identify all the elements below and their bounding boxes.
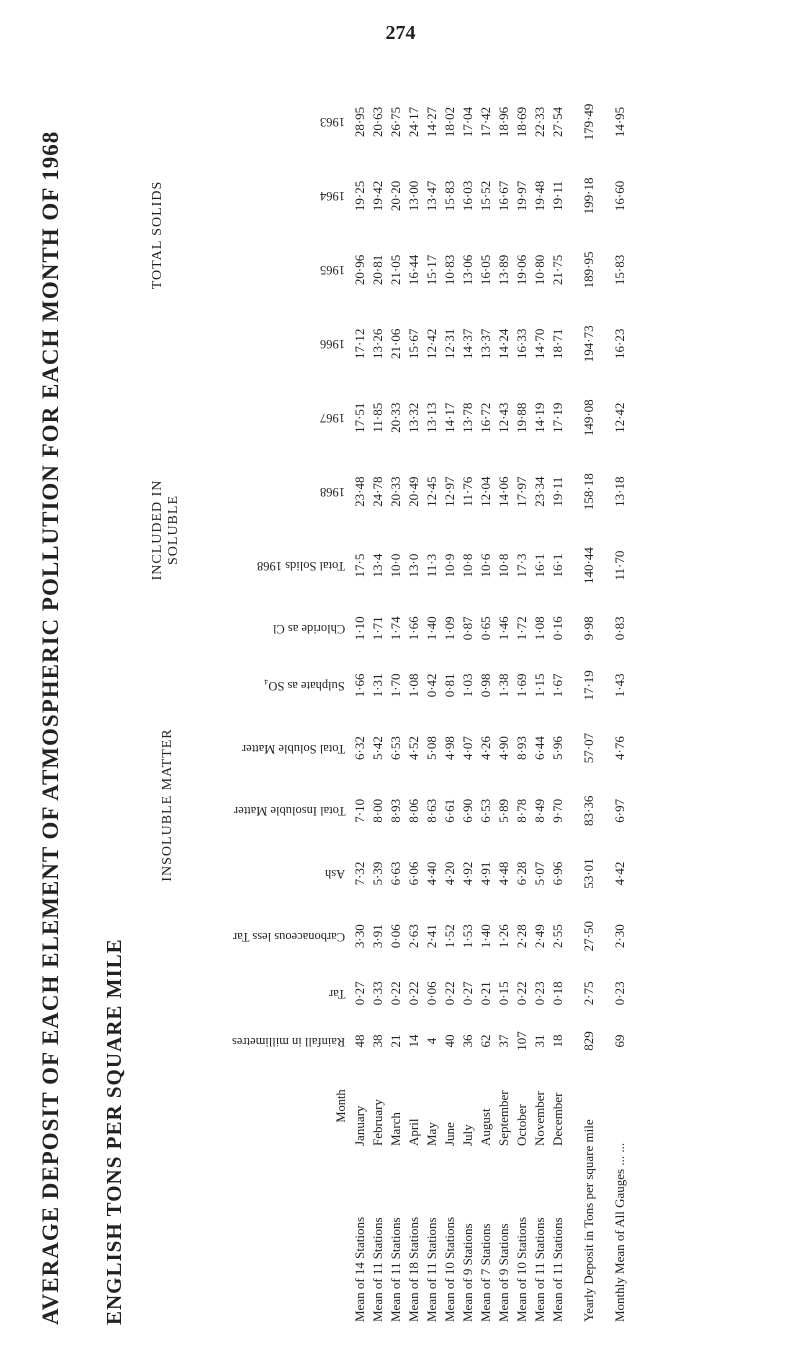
summary-cell-chl: 9·98 bbox=[581, 616, 597, 641]
summary-cell-y1964: 199·18 bbox=[581, 177, 597, 215]
month-cell: April bbox=[406, 1118, 422, 1146]
value-cell-ts: 5·42 bbox=[370, 736, 386, 760]
value-cell-chl: 0·16 bbox=[550, 616, 566, 641]
value-cell-t1968: 10·6 bbox=[478, 553, 494, 578]
value-cell-y1967: 11·85 bbox=[370, 402, 386, 433]
summary-cell-y1966: 16·23 bbox=[612, 328, 628, 359]
value-cell-y1965: 21·05 bbox=[388, 254, 404, 286]
value-cell-y1967: 14·19 bbox=[532, 402, 548, 433]
header-chloride: Chloride as Cl bbox=[272, 621, 346, 636]
value-cell-chl: 1·72 bbox=[514, 616, 530, 641]
value-cell-ti: 8·63 bbox=[424, 798, 440, 823]
value-cell-y1968: 20·49 bbox=[406, 476, 422, 507]
summary-cell-sulph: 1·43 bbox=[612, 673, 628, 698]
summary-cell-y1963: 14·95 bbox=[612, 106, 628, 138]
month-cell: May bbox=[424, 1122, 440, 1146]
value-cell-y1967: 13·78 bbox=[460, 402, 476, 433]
value-cell-rainfall: 14 bbox=[406, 1034, 422, 1048]
stations-cell: Mean of 11 Stations bbox=[424, 1217, 440, 1322]
summary-cell-rainfall: 69 bbox=[612, 1034, 628, 1048]
table-row bbox=[549, 85, 567, 1325]
month-cell: June bbox=[442, 1122, 458, 1146]
value-cell-chl: 1·46 bbox=[496, 616, 512, 641]
value-cell-ash: 6·96 bbox=[550, 861, 566, 886]
table-row bbox=[513, 85, 531, 1325]
deposit-table bbox=[230, 85, 629, 1325]
value-cell-y1966: 14·24 bbox=[496, 328, 512, 359]
value-cell-y1965: 16·44 bbox=[406, 254, 422, 286]
summary-row bbox=[598, 85, 629, 1325]
value-cell-rainfall: 62 bbox=[478, 1034, 494, 1048]
value-cell-y1963: 18·02 bbox=[442, 106, 458, 138]
value-cell-ts: 6·53 bbox=[388, 736, 404, 760]
value-cell-y1965: 19·06 bbox=[514, 254, 530, 286]
stations-cell: Mean of 10 Stations bbox=[442, 1216, 458, 1322]
value-cell-y1963: 14·27 bbox=[424, 106, 440, 138]
header-1963: 1963 bbox=[320, 115, 346, 130]
value-cell-ts: 4·26 bbox=[478, 736, 494, 760]
value-cell-ash: 5·39 bbox=[370, 861, 386, 886]
value-cell-y1968: 12·97 bbox=[442, 476, 458, 507]
value-cell-ts: 5·96 bbox=[550, 736, 566, 760]
stations-cell: Mean of 9 Stations bbox=[496, 1223, 512, 1322]
value-cell-ti: 8·06 bbox=[406, 798, 422, 823]
value-cell-ash: 4·92 bbox=[460, 861, 476, 886]
value-cell-y1968: 20·33 bbox=[388, 476, 404, 507]
value-cell-sulph: 1·67 bbox=[550, 673, 566, 698]
value-cell-y1964: 19·42 bbox=[370, 180, 386, 212]
value-cell-y1966: 15·67 bbox=[406, 328, 422, 359]
value-cell-y1965: 10·83 bbox=[442, 254, 458, 286]
header-1965: 1965 bbox=[320, 263, 346, 278]
value-cell-y1966: 13·26 bbox=[370, 328, 386, 359]
summary-cell-y1967: 12·42 bbox=[612, 402, 628, 433]
value-cell-carb: 2·55 bbox=[550, 924, 566, 949]
value-cell-y1964: 15·83 bbox=[442, 180, 458, 212]
value-cell-ti: 6·53 bbox=[478, 798, 494, 823]
header-carbonaceous: Carbonaceous less Tar bbox=[233, 929, 346, 944]
header-rainfall: Rainfall in millimetres bbox=[232, 1034, 346, 1049]
value-cell-y1968: 17·97 bbox=[514, 476, 530, 507]
value-cell-ash: 4·20 bbox=[442, 861, 458, 886]
value-cell-tar: 0·27 bbox=[352, 981, 368, 1006]
value-cell-y1967: 17·51 bbox=[352, 402, 368, 433]
value-cell-tar: 0·33 bbox=[370, 981, 386, 1006]
header-tar: Tar bbox=[328, 986, 346, 1001]
month-cell: October bbox=[514, 1104, 530, 1146]
value-cell-ts: 8·93 bbox=[514, 736, 530, 760]
value-cell-y1968: 19·11 bbox=[550, 476, 566, 507]
value-cell-y1963: 24·17 bbox=[406, 106, 422, 138]
value-cell-y1968: 12·45 bbox=[424, 476, 440, 507]
value-cell-t1968: 16·1 bbox=[532, 553, 548, 578]
summary-cell-t1968: 140·44 bbox=[581, 547, 597, 584]
value-cell-chl: 1·10 bbox=[352, 616, 368, 641]
value-cell-y1968: 23·34 bbox=[532, 476, 548, 507]
value-cell-sulph: 1·08 bbox=[406, 673, 422, 698]
value-cell-ts: 4·98 bbox=[442, 736, 458, 760]
summary-cell-ti: 83·36 bbox=[581, 795, 597, 826]
value-cell-y1963: 18·69 bbox=[514, 106, 530, 138]
value-cell-ti: 6·61 bbox=[442, 798, 458, 823]
value-cell-ash: 4·91 bbox=[478, 861, 494, 886]
header-sulphate: Sulphate as SO₄ bbox=[264, 678, 346, 693]
table-row bbox=[477, 85, 495, 1325]
value-cell-y1966: 14·37 bbox=[460, 328, 476, 359]
value-cell-y1964: 19·25 bbox=[352, 180, 368, 212]
value-cell-y1967: 20·33 bbox=[388, 402, 404, 433]
summary-label: Yearly Deposit in Tons per square mile bbox=[581, 1119, 597, 1322]
value-cell-y1966: 21·06 bbox=[388, 328, 404, 359]
value-cell-y1968: 12·04 bbox=[478, 476, 494, 507]
value-cell-y1964: 16·03 bbox=[460, 180, 476, 212]
summary-cell-ti: 6·97 bbox=[612, 798, 628, 823]
header-month: Month bbox=[334, 1089, 349, 1123]
value-cell-carb: 3·30 bbox=[352, 924, 368, 949]
value-cell-y1963: 28·95 bbox=[352, 106, 368, 138]
header-1968: 1968 bbox=[320, 485, 346, 500]
header-1967: 1967 bbox=[320, 411, 346, 426]
value-cell-y1967: 12·43 bbox=[496, 402, 512, 433]
value-cell-tar: 0·06 bbox=[424, 981, 440, 1006]
value-cell-y1966: 18·71 bbox=[550, 328, 566, 359]
summary-cell-y1963: 179·49 bbox=[581, 103, 597, 141]
summary-cell-y1968: 13·18 bbox=[612, 476, 628, 507]
value-cell-ti: 8·78 bbox=[514, 798, 530, 823]
table-row bbox=[441, 85, 459, 1325]
stations-cell: Mean of 11 Stations bbox=[550, 1217, 566, 1322]
summary-cell-rainfall: 829 bbox=[581, 1031, 597, 1051]
value-cell-rainfall: 107 bbox=[514, 1031, 530, 1051]
value-cell-carb: 2·63 bbox=[406, 924, 422, 949]
summary-label: Monthly Mean of All Gauges ... ... bbox=[612, 1142, 628, 1322]
value-cell-tar: 0·18 bbox=[550, 981, 566, 1006]
value-cell-carb: 0·06 bbox=[388, 924, 404, 949]
table-row bbox=[423, 85, 441, 1325]
value-cell-y1967: 13·13 bbox=[424, 402, 440, 433]
value-cell-ti: 5·89 bbox=[496, 798, 512, 823]
summary-cell-y1968: 158·18 bbox=[581, 473, 597, 511]
summary-cell-y1966: 194·73 bbox=[581, 325, 597, 363]
value-cell-y1963: 20·63 bbox=[370, 106, 386, 138]
value-cell-t1968: 10·8 bbox=[460, 553, 476, 578]
month-cell: February bbox=[370, 1099, 386, 1146]
value-cell-ash: 4·48 bbox=[496, 861, 512, 886]
summary-cell-y1964: 16·60 bbox=[612, 180, 628, 212]
value-cell-y1964: 15·52 bbox=[478, 180, 494, 212]
value-cell-y1965: 15·17 bbox=[424, 254, 440, 286]
value-cell-ash: 6·63 bbox=[388, 861, 404, 886]
value-cell-y1968: 24·78 bbox=[370, 476, 386, 507]
month-cell: December bbox=[550, 1092, 566, 1146]
value-cell-y1965: 13·06 bbox=[460, 254, 476, 286]
summary-cell-ash: 53·01 bbox=[581, 858, 597, 889]
summary-cell-y1965: 15·83 bbox=[612, 254, 628, 286]
table-body bbox=[351, 85, 629, 1325]
value-cell-y1966: 12·31 bbox=[442, 328, 458, 359]
value-cell-y1968: 14·06 bbox=[496, 476, 512, 507]
value-cell-y1963: 17·42 bbox=[478, 106, 494, 138]
month-cell: January bbox=[352, 1105, 368, 1146]
header-total-solids-1968: Total Solids 1968 bbox=[257, 559, 346, 574]
value-cell-sulph: 1·70 bbox=[388, 673, 404, 698]
value-cell-rainfall: 37 bbox=[496, 1034, 512, 1048]
value-cell-ts: 4·07 bbox=[460, 736, 476, 760]
table-row bbox=[351, 85, 369, 1325]
value-cell-y1966: 13·37 bbox=[478, 328, 494, 359]
value-cell-y1965: 21·75 bbox=[550, 254, 566, 286]
table-row bbox=[531, 85, 549, 1325]
value-cell-chl: 0·65 bbox=[478, 616, 494, 641]
summary-cell-tar: 2·75 bbox=[581, 981, 597, 1006]
value-cell-tar: 0·22 bbox=[388, 981, 404, 1006]
stations-cell: Mean of 9 Stations bbox=[460, 1223, 476, 1322]
value-cell-y1964: 16·67 bbox=[496, 180, 512, 212]
header-1964: 1964 bbox=[320, 189, 346, 204]
value-cell-tar: 0·21 bbox=[478, 981, 494, 1006]
value-cell-sulph: 1·66 bbox=[352, 673, 368, 698]
summary-cell-y1965: 189·95 bbox=[581, 251, 597, 289]
header-stations bbox=[230, 1149, 351, 1325]
value-cell-t1968: 13·4 bbox=[370, 553, 386, 578]
value-cell-y1963: 22·33 bbox=[532, 106, 548, 138]
summary-cell-sulph: 17·19 bbox=[581, 670, 597, 701]
summary-cell-ash: 4·42 bbox=[612, 861, 628, 886]
value-cell-ash: 6·28 bbox=[514, 861, 530, 886]
value-cell-chl: 1·08 bbox=[532, 616, 548, 641]
value-cell-ash: 6·06 bbox=[406, 861, 422, 886]
value-cell-rainfall: 40 bbox=[442, 1034, 458, 1048]
value-cell-carb: 1·53 bbox=[460, 924, 476, 949]
table-title: AVERAGE DEPOSIT OF EACH ELEMENT OF ATMOSPHERIC POLLUTION FOR EACH MONTH OF 1968 bbox=[38, 130, 63, 1325]
value-cell-t1968: 13·0 bbox=[406, 553, 422, 578]
header-total-insoluble: Total Insoluble Matter bbox=[233, 804, 346, 819]
value-cell-chl: 1·66 bbox=[406, 616, 422, 641]
value-cell-y1964: 20·20 bbox=[388, 180, 404, 212]
value-cell-y1968: 23·48 bbox=[352, 476, 368, 507]
value-cell-chl: 1·09 bbox=[442, 616, 458, 641]
value-cell-t1968: 17·3 bbox=[514, 553, 530, 578]
value-cell-tar: 0·27 bbox=[460, 981, 476, 1006]
value-cell-y1963: 26·75 bbox=[388, 106, 404, 138]
value-cell-chl: 1·40 bbox=[424, 616, 440, 641]
value-cell-ti: 8·00 bbox=[370, 798, 386, 823]
value-cell-y1967: 14·17 bbox=[442, 402, 458, 433]
header-total-soluble: Total Soluble Matter bbox=[241, 741, 346, 756]
value-cell-tar: 0·15 bbox=[496, 981, 512, 1006]
value-cell-rainfall: 4 bbox=[424, 1037, 440, 1045]
month-cell: September bbox=[496, 1090, 512, 1146]
value-cell-rainfall: 36 bbox=[460, 1034, 476, 1048]
value-cell-tar: 0·22 bbox=[406, 981, 422, 1006]
value-cell-chl: 1·71 bbox=[370, 616, 386, 641]
value-cell-rainfall: 21 bbox=[388, 1034, 404, 1048]
summary-cell-ts: 4·76 bbox=[612, 736, 628, 760]
value-cell-sulph: 0·81 bbox=[442, 673, 458, 698]
value-cell-rainfall: 18 bbox=[550, 1034, 566, 1048]
value-cell-y1966: 17·12 bbox=[352, 328, 368, 359]
stations-cell: Mean of 11 Stations bbox=[370, 1217, 386, 1322]
value-cell-ash: 4·40 bbox=[424, 861, 440, 886]
header-1966: 1966 bbox=[320, 337, 346, 352]
value-cell-y1965: 10·80 bbox=[532, 254, 548, 286]
value-cell-sulph: 1·03 bbox=[460, 673, 476, 698]
stations-cell: Mean of 11 Stations bbox=[532, 1217, 548, 1322]
value-cell-sulph: 1·69 bbox=[514, 673, 530, 698]
value-cell-y1965: 16·05 bbox=[478, 254, 494, 286]
value-cell-rainfall: 48 bbox=[352, 1034, 368, 1048]
value-cell-y1964: 13·47 bbox=[424, 180, 440, 212]
value-cell-y1967: 19·88 bbox=[514, 402, 530, 433]
table-row bbox=[459, 85, 477, 1325]
value-cell-y1963: 18·96 bbox=[496, 106, 512, 138]
group-insoluble-matter: INSOLUBLE MATTER bbox=[160, 728, 175, 882]
table-row bbox=[387, 85, 405, 1325]
value-cell-chl: 0·87 bbox=[460, 616, 476, 641]
summary-cell-chl: 0·83 bbox=[612, 616, 628, 641]
table-row bbox=[369, 85, 387, 1325]
value-cell-ts: 6·32 bbox=[352, 736, 368, 760]
value-cell-y1963: 17·04 bbox=[460, 106, 476, 138]
summary-cell-carb: 27·50 bbox=[581, 921, 597, 952]
value-cell-rainfall: 38 bbox=[370, 1034, 386, 1048]
value-cell-ti: 8·93 bbox=[388, 798, 404, 823]
value-cell-tar: 0·22 bbox=[442, 981, 458, 1006]
value-cell-ti: 7·10 bbox=[352, 798, 368, 823]
value-cell-t1968: 10·8 bbox=[496, 553, 512, 578]
value-cell-y1966: 12·42 bbox=[424, 328, 440, 359]
value-cell-y1966: 14·70 bbox=[532, 328, 548, 359]
summary-cell-tar: 0·23 bbox=[612, 981, 628, 1006]
summary-cell-t1968: 11·70 bbox=[612, 550, 628, 581]
value-cell-y1964: 13·00 bbox=[406, 180, 422, 212]
rotated-table-sheet bbox=[0, 65, 800, 1365]
value-cell-t1968: 10·0 bbox=[388, 553, 404, 578]
value-cell-y1967: 17·19 bbox=[550, 402, 566, 433]
value-cell-sulph: 1·15 bbox=[532, 673, 548, 698]
value-cell-y1967: 13·32 bbox=[406, 402, 422, 433]
page-number: 274 bbox=[385, 22, 416, 44]
summary-cell-y1967: 149·08 bbox=[581, 399, 597, 437]
value-cell-carb: 1·26 bbox=[496, 924, 512, 949]
value-cell-y1965: 20·96 bbox=[352, 254, 368, 286]
value-cell-sulph: 0·98 bbox=[478, 673, 494, 698]
value-cell-tar: 0·22 bbox=[514, 981, 530, 1006]
value-cell-ts: 4·52 bbox=[406, 736, 422, 760]
value-cell-y1965: 13·89 bbox=[496, 254, 512, 286]
stations-cell: Mean of 11 Stations bbox=[388, 1217, 404, 1322]
value-cell-y1964: 19·11 bbox=[550, 181, 566, 211]
value-cell-y1964: 19·97 bbox=[514, 180, 530, 212]
value-cell-carb: 1·52 bbox=[442, 924, 458, 949]
value-cell-carb: 1·40 bbox=[478, 924, 494, 949]
value-cell-carb: 2·49 bbox=[532, 924, 548, 949]
stations-cell: Mean of 18 Stations bbox=[406, 1216, 422, 1322]
value-cell-y1964: 19·48 bbox=[532, 180, 548, 212]
stations-cell: Mean of 7 Stations bbox=[478, 1223, 494, 1322]
value-cell-ti: 9·70 bbox=[550, 798, 566, 823]
value-cell-ts: 5·08 bbox=[424, 736, 440, 760]
value-cell-ash: 7·32 bbox=[352, 861, 368, 886]
header-row bbox=[230, 85, 351, 1325]
value-cell-y1965: 20·81 bbox=[370, 254, 386, 286]
value-cell-carb: 3·91 bbox=[370, 924, 386, 949]
value-cell-carb: 2·41 bbox=[424, 924, 440, 949]
value-cell-t1968: 16·1 bbox=[550, 553, 566, 578]
summary-cell-carb: 2·30 bbox=[612, 924, 628, 949]
month-cell: August bbox=[478, 1108, 494, 1146]
value-cell-y1968: 11·76 bbox=[460, 476, 476, 507]
month-cell: July bbox=[460, 1124, 476, 1146]
table-row bbox=[405, 85, 423, 1325]
value-cell-sulph: 0·42 bbox=[424, 673, 440, 698]
value-cell-tar: 0·23 bbox=[532, 981, 548, 1006]
value-cell-y1967: 16·72 bbox=[478, 402, 494, 433]
value-cell-chl: 1·74 bbox=[388, 616, 404, 641]
summary-row bbox=[567, 85, 598, 1325]
value-cell-t1968: 17·5 bbox=[352, 553, 368, 578]
value-cell-y1966: 16·33 bbox=[514, 328, 530, 359]
value-cell-t1968: 10·9 bbox=[442, 553, 458, 578]
value-cell-ti: 6·90 bbox=[460, 798, 476, 823]
value-cell-carb: 2·28 bbox=[514, 924, 530, 949]
group-included-in-soluble: INCLUDED IN SOLUBLE bbox=[150, 479, 181, 581]
value-cell-t1968: 11·3 bbox=[424, 553, 440, 578]
group-total-solids: TOTAL SOLIDS bbox=[150, 180, 165, 290]
value-cell-ts: 6·44 bbox=[532, 736, 548, 760]
value-cell-y1963: 27·54 bbox=[550, 106, 566, 138]
value-cell-sulph: 1·38 bbox=[496, 673, 512, 698]
stations-cell: Mean of 10 Stations bbox=[514, 1216, 530, 1322]
month-cell: November bbox=[532, 1091, 548, 1146]
value-cell-ash: 5·07 bbox=[532, 861, 548, 886]
table-subtitle: ENGLISH TONS PER SQUARE MILE bbox=[102, 938, 126, 1325]
header-ash: Ash bbox=[325, 866, 346, 881]
value-cell-sulph: 1·31 bbox=[370, 673, 386, 698]
value-cell-ti: 8·49 bbox=[532, 798, 548, 823]
month-cell: March bbox=[388, 1112, 404, 1146]
stations-cell: Mean of 14 Stations bbox=[352, 1216, 368, 1322]
summary-cell-ts: 57·07 bbox=[581, 732, 597, 764]
value-cell-rainfall: 31 bbox=[532, 1034, 548, 1048]
table-row bbox=[495, 85, 513, 1325]
value-cell-ts: 4·90 bbox=[496, 736, 512, 760]
